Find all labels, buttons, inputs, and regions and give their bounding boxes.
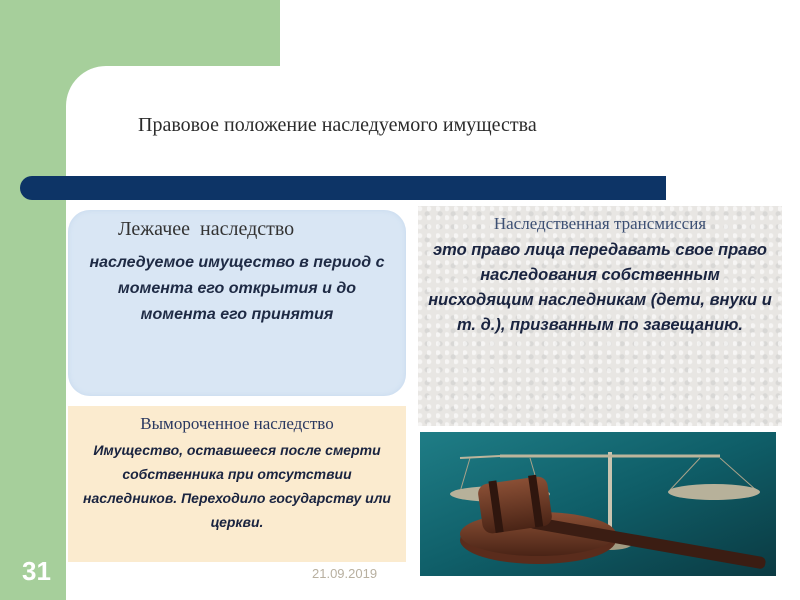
gavel-scales-illustration: [420, 432, 776, 576]
slide-title: Правовое положение наследуемого имущества: [138, 114, 537, 136]
card-escheat-title: Вымороченное наследство: [140, 414, 334, 433]
slide-date: 21.09.2019: [312, 566, 378, 581]
card-escheat-body: Имущество, оставшееся после смерти собственника при отсутствии наследников. Переходило государству или церкви.: [83, 442, 391, 530]
card-escheat: [68, 406, 406, 562]
card-lying-inheritance: [68, 210, 406, 396]
gavel-scales-image: [420, 432, 776, 576]
title-underline-bar: [20, 176, 666, 200]
slide-number: 31: [22, 556, 51, 586]
card-lying-body: наследуемое имущество в период с момента его открытия и до момента его принятия: [89, 254, 385, 323]
card-lying-title: Лежачее наследство: [118, 218, 295, 240]
card-transmission-body: это право лица передавать свое право наследования собственным нисходящим наследникам (дети, внуки и т. д.), призванным по завещанию.: [428, 241, 772, 334]
card-transmission-title: Наследственная трансмиссия: [493, 214, 707, 233]
card-transmission: [418, 206, 782, 426]
